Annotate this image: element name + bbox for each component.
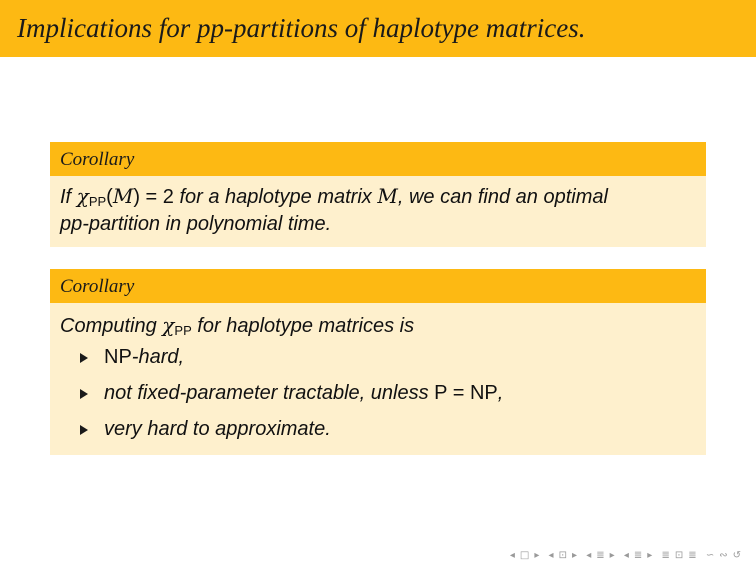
chi-subscript: PP: [88, 194, 107, 209]
chi-symbol: χ: [162, 313, 175, 337]
paren-close: ): [133, 186, 140, 208]
block-body: [50, 176, 706, 247]
section-icon[interactable]: ≣: [633, 550, 644, 561]
back-icon[interactable]: ∾: [719, 550, 729, 561]
text-if: If: [60, 186, 72, 208]
block-body: [50, 303, 706, 455]
slide-title: Implications for pp-partitions of haplotype matrices.: [17, 13, 586, 43]
subsection-icon[interactable]: ⊡: [558, 550, 568, 561]
block-title: Corollary: [60, 276, 135, 297]
text-rest: for a haplotype matrix: [173, 186, 378, 208]
align-icon[interactable]: ≣: [661, 550, 671, 561]
nav-prev-icon[interactable]: ◂: [623, 550, 630, 561]
search-icon[interactable]: ∽: [705, 550, 716, 561]
item-italic-end: ,: [497, 382, 504, 404]
block-header: [50, 142, 706, 176]
paren-open: (: [106, 186, 113, 208]
math-M: M: [112, 184, 134, 208]
nav-prev-icon[interactable]: ◂: [548, 550, 555, 561]
statement-line-2: pp-partition in polynomial time.: [60, 213, 332, 235]
intro-line: [60, 313, 414, 338]
list-item: [104, 346, 184, 369]
text-pre: Computing: [60, 315, 163, 337]
beamer-nav-controls[interactable]: [506, 550, 742, 561]
statement-line-1: [60, 184, 608, 209]
item-italic: -hard,: [131, 346, 185, 368]
block-header: [50, 269, 706, 303]
nav-next-icon[interactable]: ▸: [571, 550, 578, 561]
item-italic: very hard to approximate.: [104, 418, 331, 440]
item-italic: not fixed-parameter tractable, unless: [104, 382, 435, 404]
nav-prev-icon[interactable]: ◂: [586, 550, 593, 561]
section-icon[interactable]: ≣: [596, 550, 606, 561]
text-post: for haplotype matrices is: [191, 315, 415, 337]
nav-next-icon[interactable]: ▸: [647, 550, 654, 561]
equals-two: = 2: [139, 186, 174, 208]
block-title: Corollary: [60, 149, 135, 170]
forward-icon[interactable]: ↺: [732, 550, 742, 561]
list-item: [104, 382, 503, 405]
corollary-block-1: [50, 142, 706, 247]
bullet-icon: [80, 353, 88, 363]
chi-subscript: PP: [174, 323, 192, 338]
nav-next-icon[interactable]: ▸: [609, 550, 616, 561]
nav-prev-icon[interactable]: ◂: [509, 550, 516, 561]
item-roman: P = NP: [434, 382, 498, 404]
math-M-2: M: [377, 184, 398, 208]
nav-next-icon[interactable]: ▸: [534, 550, 541, 561]
title-bar: [0, 0, 756, 57]
align-icon[interactable]: ≣: [688, 550, 698, 561]
frame-icon[interactable]: □: [519, 550, 531, 561]
list-item: [104, 418, 331, 441]
bullet-icon: [80, 389, 88, 399]
text-tail: , we can find an optimal: [397, 186, 608, 208]
corollary-block-2: [50, 269, 706, 455]
frame-icon[interactable]: ⊡: [674, 550, 685, 561]
chi-symbol: χ: [76, 184, 89, 208]
item-roman: NP: [104, 346, 132, 368]
bullet-icon: [80, 425, 88, 435]
